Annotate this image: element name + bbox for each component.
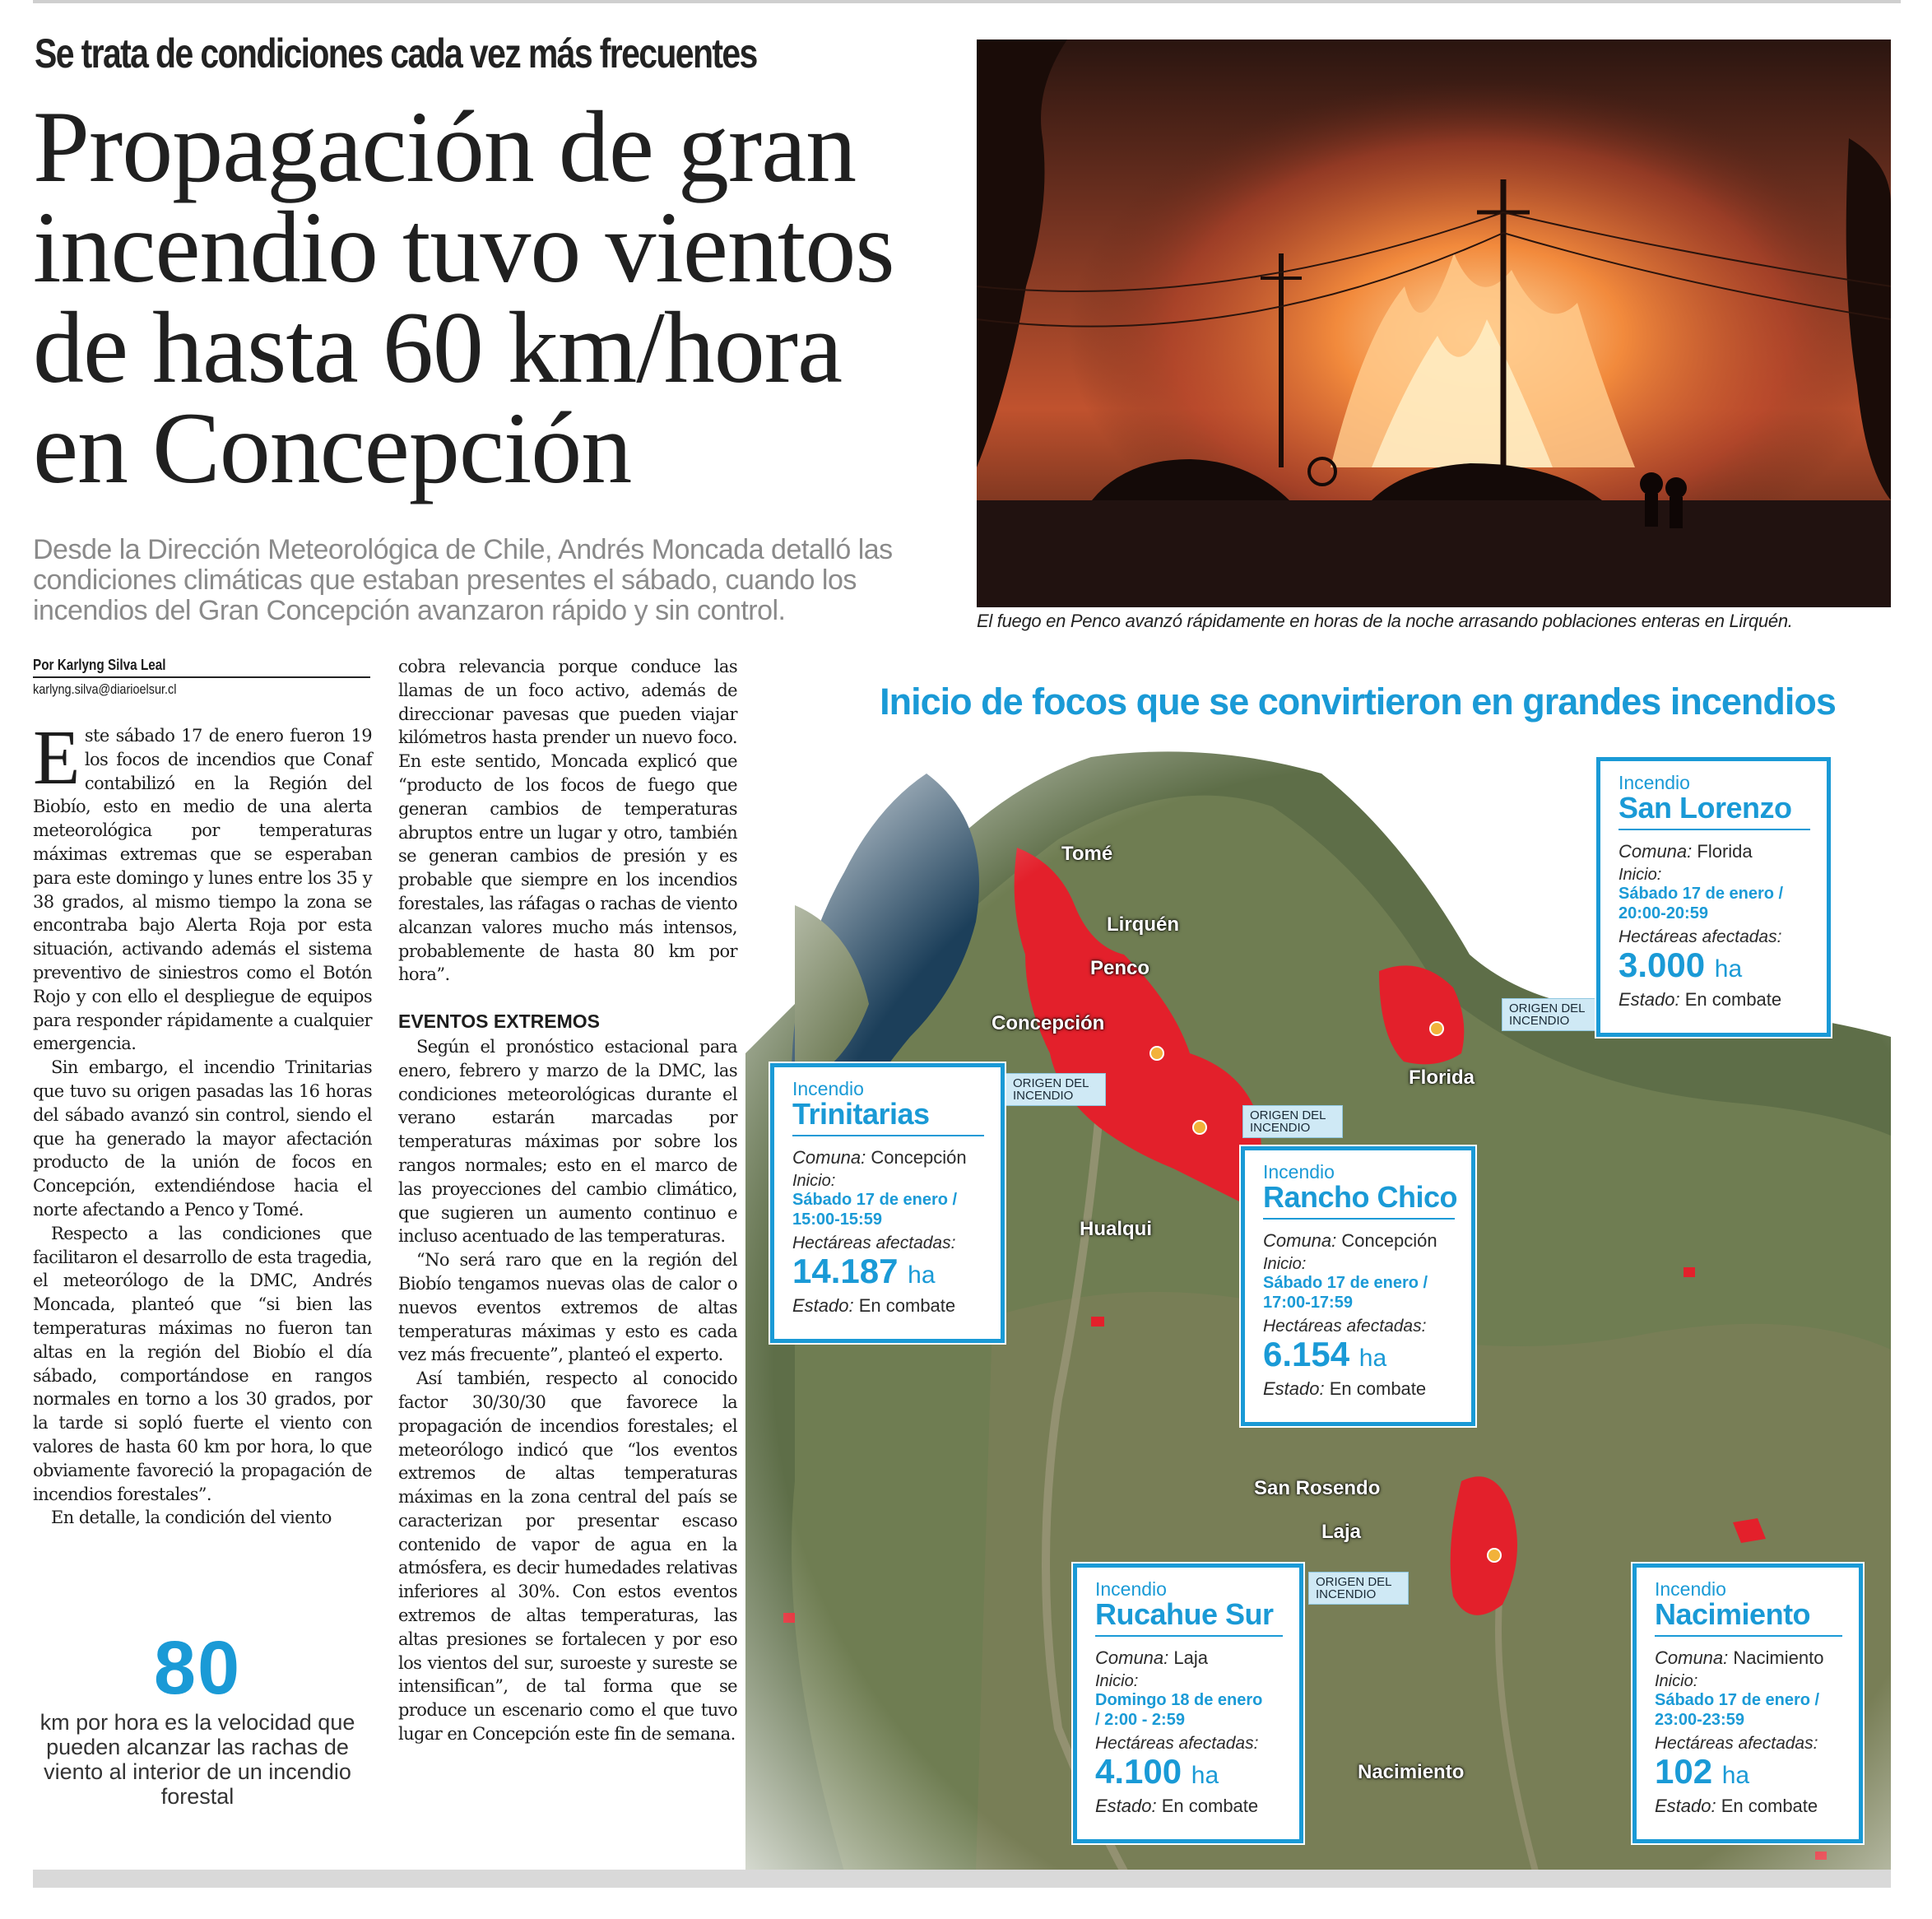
card-comuna-label: Comuna:: [1263, 1230, 1337, 1251]
origin-tag-san-lorenzo: ORIGEN DEL INCENDIO: [1502, 998, 1602, 1031]
paragraph: Según el pronóstico estacional para enero, febrero y marzo de la DMC, las condiciones meteorológicas durante el verano estarán marcadas por temperaturas máximas por sobre los rangos normales; esto en el marco de las proyecciones del cambio climático, que sugieren un aumento continuo e incluso acentuado de las temperaturas.: [398, 1036, 737, 1247]
card-date-line-2: 20:00-20:59: [1619, 904, 1708, 922]
place-label-laja: Laja: [1321, 1521, 1362, 1543]
paragraph: “No será raro que en la región del Biobío tengamos nuevas olas de calor o nuevos eventos extremos de altas temperaturas máximas y esto es cada vez más frecuente”, planteó el experto.: [398, 1250, 737, 1365]
card-date-line-2: / 2:00 - 2:59: [1095, 1711, 1185, 1729]
card-hectareas: [792, 1252, 984, 1294]
article-column-2: [398, 655, 737, 1746]
card-estado-label: Estado:: [1095, 1796, 1157, 1816]
card-hectareas-value: 14.187: [792, 1252, 899, 1290]
fire-card-rancho-chico: [1241, 1146, 1475, 1426]
card-date-line-1: Sábado 17 de enero /: [1263, 1274, 1428, 1292]
origin-tag-rucahue-sur: ORIGEN DEL INCENDIO: [1308, 1572, 1409, 1605]
card-date-line-2: 17:00-17:59: [1263, 1294, 1353, 1312]
card-estado: En combate: [1684, 989, 1782, 1010]
card-date-line-2: 15:00-15:59: [792, 1210, 882, 1229]
fire-card-nacimiento: [1632, 1564, 1863, 1843]
card-ha-unit: ha: [1358, 1345, 1387, 1372]
card-comuna: Laja: [1173, 1647, 1208, 1668]
card-date-line-1: Sábado 17 de enero /: [1655, 1691, 1820, 1709]
card-hectareas: [1655, 1753, 1842, 1795]
card-ha-unit: ha: [1721, 1762, 1750, 1789]
headline-line: en Concepción: [33, 392, 632, 504]
card-hectareas-label: Hectáreas afectadas:: [792, 1234, 956, 1252]
infographic-title: Inicio de focos que se convirtieron en grandes incendios: [880, 681, 1836, 723]
subhead: EVENTOS EXTREMOS: [398, 1011, 600, 1033]
card-estado: En combate: [858, 1295, 956, 1316]
card-hectareas-value: 4.100: [1095, 1752, 1182, 1791]
card-date-line-1: Sábado 17 de enero /: [792, 1191, 958, 1209]
place-label-san-rosendo: San Rosendo: [1254, 1477, 1381, 1499]
fire-photo: [977, 39, 1891, 607]
card-comuna: Concepción: [871, 1147, 967, 1168]
card-estado-label: Estado:: [1619, 989, 1680, 1010]
card-kicker: Incendio: [1263, 1161, 1335, 1183]
card-kicker: Incendio: [792, 1078, 864, 1099]
card-date-line-1: Sábado 17 de enero /: [1619, 885, 1784, 903]
card-inicio-label: Inicio:: [792, 1172, 836, 1190]
card-hectareas: [1095, 1753, 1283, 1795]
paragraph: En detalle, la condición del viento: [51, 1508, 332, 1528]
card-hectareas-label: Hectáreas afectadas:: [1619, 927, 1782, 946]
origin-tag-rancho-chico: ORIGEN DEL INCENDIO: [1242, 1105, 1343, 1138]
stat-text: km por hora es la velocidad que pueden alcanzar las rachas de viento al interior de un incendio forestal: [39, 1710, 355, 1809]
place-label-penco: Penco: [1090, 957, 1150, 979]
origin-tag-trinitarias: ORIGEN DEL INCENDIO: [1005, 1073, 1106, 1106]
card-kicker: Incendio: [1619, 772, 1690, 793]
card-comuna-label: Comuna:: [1655, 1647, 1729, 1668]
card-estado: En combate: [1329, 1378, 1427, 1399]
card-ha-unit: ha: [908, 1262, 936, 1289]
card-hectareas-value: 3.000: [1619, 946, 1706, 984]
card-fire-name: Rucahue Sur: [1095, 1599, 1283, 1637]
kicker: Se trata de condiciones cada vez más frecuentes: [35, 30, 757, 77]
card-ha-unit: ha: [1714, 955, 1743, 983]
fire-card-trinitarias: [770, 1063, 1005, 1343]
top-rule: [33, 0, 1901, 3]
place-label-tome: Tomé: [1061, 843, 1113, 865]
headline: [33, 91, 954, 504]
card-kicker: Incendio: [1095, 1578, 1167, 1600]
place-label-concepcion: Concepción: [992, 1012, 1105, 1034]
card-date-line-2: 23:00-23:59: [1655, 1711, 1744, 1729]
place-label-florida: Florida: [1409, 1066, 1475, 1089]
card-kicker: Incendio: [1655, 1578, 1726, 1600]
byline-name: Por Karlyng Silva Leal: [33, 657, 166, 673]
place-label-nacimiento: Nacimiento: [1358, 1761, 1465, 1783]
card-hectareas-value: 102: [1655, 1752, 1713, 1791]
card-fire-name: Nacimiento: [1655, 1599, 1842, 1637]
card-fire-name: Rancho Chico: [1263, 1182, 1455, 1220]
deck: Desde la Dirección Meteorológica de Chile, Andrés Moncada detalló las condiciones climáticas que estaban presentes el sábado, cuando los incendios del Gran Concepción avanzaron rápido y sin control.: [33, 534, 893, 626]
card-comuna-label: Comuna:: [1095, 1647, 1169, 1668]
card-comuna-label: Comuna:: [792, 1147, 866, 1168]
paragraph: [33, 715, 372, 1056]
headline-line: incendio tuvo vientos: [33, 191, 894, 304]
byline-rule: [33, 676, 370, 678]
fire-card-san-lorenzo: [1596, 757, 1831, 1037]
photo-caption: El fuego en Penco avanzó rápidamente en horas de la noche arrasando poblaciones enteras en Lirquén.: [977, 611, 1793, 631]
card-estado-label: Estado:: [792, 1295, 854, 1316]
paragraph: Sin embargo, el incendio Trinitarias que tuvo su origen pasadas las 16 horas del sábado avanzó sin control, siendo el que ha generado la mayor afectación producto de la unión de focos en Concepción, extendiéndose hacia el norte afectando a Penco y Tomé.: [33, 1057, 372, 1220]
card-fire-name: Trinitarias: [792, 1099, 984, 1136]
card-hectareas-label: Hectáreas afectadas:: [1095, 1734, 1259, 1753]
byline-email: karlyng.silva@diarioelsur.cl: [33, 681, 177, 697]
card-estado-label: Estado:: [1655, 1796, 1716, 1816]
card-comuna: Florida: [1697, 841, 1753, 862]
article-column-1: [33, 715, 372, 1530]
card-comuna: Concepción: [1341, 1230, 1437, 1251]
paragraph-text: ste sábado 17 de enero fueron 19 los focos de incendios que Conaf contabilizó en la Región del Biobío, esto en medio de una alerta meteorológica por temperaturas máximas extremas que se esperaban para este domingo y lunes entre los 35 y 38 grados, al mismo tiempo la zona se encontraba bajo Alerta Roja por esta situación, activando además el sistema preventivo de siniestros como el Botón Rojo y con ello el despliegue de equipos para responder rápidamente a cualquier emergencia.: [33, 726, 372, 1054]
card-hectareas: [1263, 1336, 1455, 1378]
headline-line: de hasta 60 km/hora: [33, 291, 843, 404]
place-label-hualqui: Hualqui: [1080, 1218, 1152, 1240]
card-estado: En combate: [1161, 1796, 1259, 1816]
card-hectareas-value: 6.154: [1263, 1335, 1350, 1373]
card-inicio-label: Inicio:: [1095, 1672, 1139, 1690]
place-label-lirquen: Lirquén: [1107, 913, 1179, 936]
card-inicio-label: Inicio:: [1619, 866, 1662, 884]
paragraph: Respecto a las condiciones que facilitaron el desarrollo de esta tragedia, el meteorólogo de la DMC, Andrés Moncada, planteó que “si bien las temperaturas máximas no fueron tan altas en la región del Biobío el día sábado, comportándose en rangos normales en torno a los 30 grados, por la tarde si sopló fuerte el viento con valores de hasta 60 km por hora, lo que obviamente favoreció la propagación de incendios forestales”.: [33, 1223, 372, 1504]
stat-number: 80: [153, 1626, 242, 1710]
drop-cap: E: [33, 715, 80, 801]
card-inicio-label: Inicio:: [1263, 1255, 1307, 1273]
bottom-bar: [33, 1870, 1891, 1888]
fire-card-rucahue-sur: [1073, 1564, 1303, 1843]
fire-photo-illustration: [977, 39, 1891, 607]
card-fire-name: San Lorenzo: [1619, 792, 1810, 830]
card-date-line-1: Domingo 18 de enero: [1095, 1691, 1263, 1709]
card-estado-label: Estado:: [1263, 1378, 1325, 1399]
card-ha-unit: ha: [1191, 1762, 1219, 1789]
card-comuna: Nacimiento: [1733, 1647, 1824, 1668]
card-comuna-label: Comuna:: [1619, 841, 1693, 862]
card-inicio-label: Inicio:: [1655, 1672, 1698, 1690]
paragraph: cobra relevancia porque conduce las llamas de un foco activo, además de direccionar pavesas que pueden viajar kilómetros hasta prender un nuevo foco. En este sentido, Moncada explicó que “producto de los focos de fuego que generan cambios de temperaturas abruptos entre un lugar y otro, también se generan cambios de presión y es probable que siempre en los incendios forestales, las ráfagas o rachas de viento alcanzan valores mucho más intensos, probablemente de hasta 80 km por hora”.: [398, 657, 737, 985]
card-hectareas-label: Hectáreas afectadas:: [1263, 1317, 1427, 1336]
card-hectareas-label: Hectáreas afectadas:: [1655, 1734, 1818, 1753]
card-estado: En combate: [1721, 1796, 1818, 1816]
headline-line: Propagación de gran: [33, 91, 857, 203]
paragraph: Así también, respecto al conocido factor 30/30/30 que favorece la propagación de incendios forestales; el meteorólogo indicó que “los eventos extremos de altas temperaturas máximas en la zona central del país se caracterizan por presentar escaso contenido de vapor de agua en la atmósfera, es decir humedades relativas inferiores al 30%. Con estos eventos extremos de altas temperaturas, las altas presiones se fortalecen y por eso los vientos del sur, suroeste y sureste se intensifican”, de tal forma que se produce un escenario como el que tuvo lugar en Concepción este fin de semana.: [398, 1368, 737, 1745]
card-hectareas: [1619, 946, 1810, 988]
